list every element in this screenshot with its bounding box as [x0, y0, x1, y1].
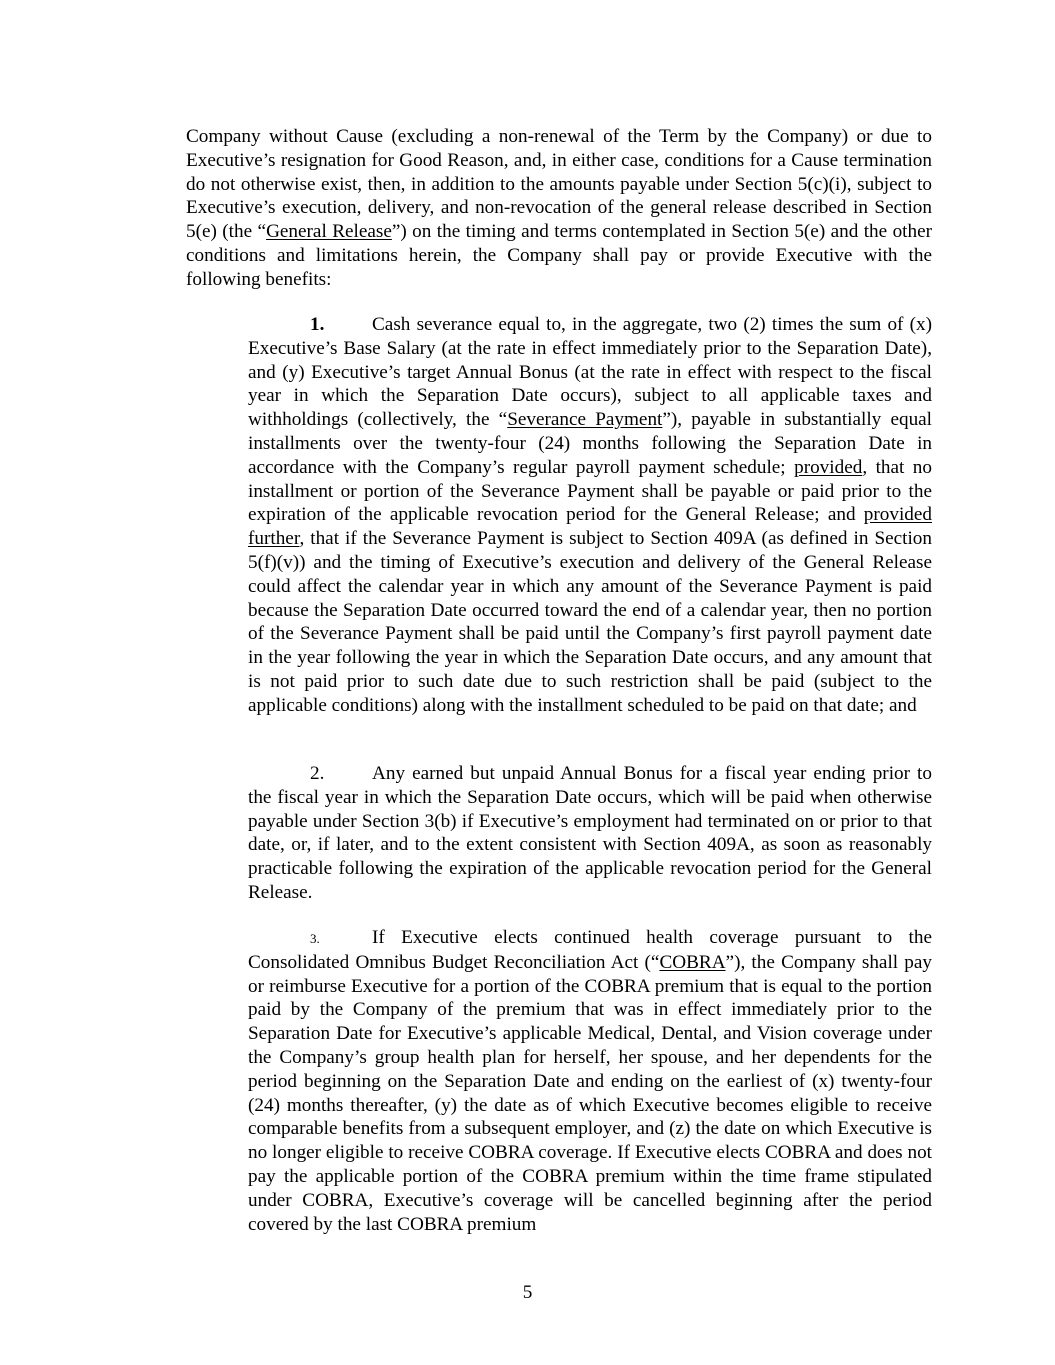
page-number: 5: [522, 1282, 533, 1303]
list-item-1: [248, 313, 932, 718]
list-item-2-text: Any earned but unpaid Annual Bonus for a fiscal year ending prior to the fiscal year in which the Separation Date occurs, which will be paid when otherwise payable under Section 3(b) if Executive’s employment had terminated on or prior to that date, or, if later, and to the extent consistent with Section 409A, as soon as reasonably practicable following the expiration of the applicable revocation period for the General Release.: [248, 763, 932, 903]
list-item-1-part2: ”), payable in substantially equal installments over the twenty-four (24) months following the Separation Date in accordance with the Company’s regular payroll payment schedule;: [248, 409, 933, 478]
list-item-2-number: 2.: [310, 763, 325, 784]
list-item-3-number: 3.: [310, 931, 320, 946]
intro-text-part1: Company without Cause (excluding a non-renewal of the Term by the Company) or due to Executive’s resignation for Good Reason, and, in either case, conditions for a Cause termination do not otherwise exist, then, in addition to the amounts payable under Section 5(c)(i), subject to Executive’s execution, delivery, and non-revocation of the general release described in Section 5(e) (the “: [186, 126, 932, 243]
intro-paragraph: [186, 125, 932, 292]
defined-term-cobra: COBRA: [659, 951, 726, 973]
list-item-1-part4: , that if the Severance Payment is subject to Section 409A (as defined in Section 5(f)(v)) and the timing of Executive’s execution and delivery of the General Release could affect the calendar year in which any amount of the Severance Payment is paid because the Separation Date occurred toward the end of a calendar year, then no portion of the Severance Payment shall be paid until the Company’s first payroll payment date in the year following the year in which the Separation Date occurs, and any amount that is not paid prior to such date due to such restriction shall be paid (subject to the applicable conditions) along with the installment scheduled to be paid on that date; and: [248, 528, 932, 716]
proviso-provided-further: provided further: [248, 504, 932, 550]
list-item-3: [248, 926, 932, 1236]
proviso-provided: provided: [794, 456, 863, 478]
list-item-2: [248, 762, 932, 905]
list-item-3-part1: If Executive elects continued health coverage pursuant to the Consolidated Omnibus Budget Reconciliation Act (“: [248, 927, 932, 973]
list-item-3-part2: ”), the Company shall pay or reimburse Executive for a portion of the COBRA premium that is equal to the portion paid by the Company of the premium that was in effect immediately prior to the Separation Date for Executive’s applicable Medical, Dental, and Vision coverage under the Company’s group health plan for herself, her spouse, and her dependents for the period beginning on the Separation Date and ending on the earliest of (x) twenty-four (24) months thereafter, (y) the date as of which Executive becomes eligible to receive comparable benefits from a subsequent employer, and (z) the date on which Executive is no longer eligible to receive COBRA coverage. If Executive elects COBRA and does not pay the applicable portion of the COBRA premium within the time frame stipulated under COBRA, Executive’s coverage will be cancelled beginning after the period covered by the last COBRA premium: [248, 951, 932, 1235]
list-item-2-paragraph: [248, 762, 932, 905]
list-item-1-paragraph: [248, 313, 932, 718]
list-item-1-part3: , that no installment or portion of the Severance Payment shall be payable or paid prior to the expiration of the applicable revocation period for the General Release; and: [248, 456, 932, 526]
list-item-1-number: 1.: [310, 314, 325, 335]
list-item-1-part1: Cash severance equal to, in the aggregate, two (2) times the sum of (x) Executive’s Base Salary (at the rate in effect immediately prior to the Separation Date), and (y) Executive’s target Annual Bonus (at the rate in effect with respect to the fiscal year in which the Separation Date occurs), subject to all applicable taxes and withholdings (collectively, the “: [248, 314, 932, 431]
defined-term-general-release: General Release: [266, 221, 392, 243]
defined-term-severance-payment: Severance Payment: [507, 409, 663, 431]
list-item-3-paragraph: [248, 926, 932, 1236]
intro-text-part2: ”) on the timing and terms contemplated in Section 5(e) and the other conditions and limitations herein, the Company shall pay or provide Executive with the following benefits:: [186, 221, 932, 290]
